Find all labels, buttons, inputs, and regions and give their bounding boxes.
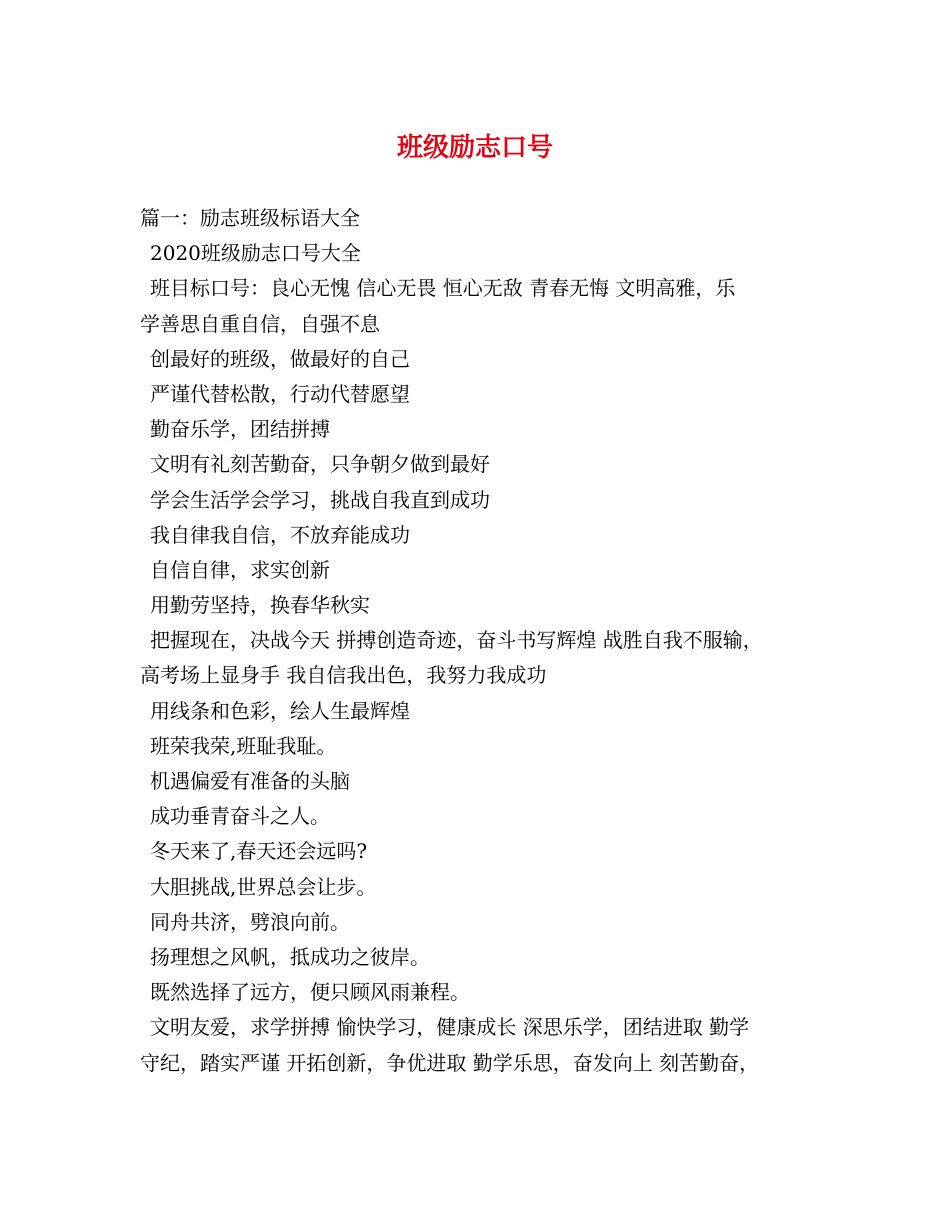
text-line: 高考场上显身手 我自信我出色，我努力我成功	[140, 663, 547, 688]
text-line: 我自律我自信，不放弃能成功	[150, 522, 410, 547]
text-line: 文明有礼刻苦勤奋，只争朝夕做到最好	[150, 452, 490, 477]
text-line: 学善思自重自信，自强不息	[140, 311, 380, 336]
text-line: 班荣我荣,班耻我耻。	[150, 733, 337, 758]
document-title: 班级励志口号	[396, 133, 553, 163]
text-line: 冬天来了,春天还会远吗?	[150, 839, 368, 864]
text-line: 2020班级励志口号大全	[150, 241, 361, 266]
text-line: 严谨代替松散，行动代替愿望	[150, 381, 410, 406]
text-line: 创最好的班级，做最好的自己	[150, 346, 410, 371]
text-line: 同舟共济，劈浪向前。	[150, 909, 350, 934]
text-line: 成功垂青奋斗之人。	[150, 804, 330, 829]
text-line: 把握现在，决战今天 拼搏创造奇迹，奋斗书写辉煌 战胜自我不服输，	[150, 628, 763, 653]
text-line: 守纪，踏实严谨 开拓创新，争优进取 勤学乐思，奋发向上 刻苦勤奋，	[140, 1050, 760, 1075]
text-line: 学会生活学会学习，挑战自我直到成功	[150, 487, 490, 512]
text-line: 勤奋乐学，团结拼搏	[150, 417, 330, 442]
text-line: 扬理想之风帆，抵成功之彼岸。	[150, 944, 430, 969]
document-body	[140, 201, 830, 1081]
text-line: 大胆挑战,世界总会让步。	[150, 874, 377, 899]
text-line: 机遇偏爱有准备的头脑	[150, 769, 350, 793]
text-line: 用勤劳坚持，换春华秋实	[150, 593, 370, 618]
text-line: 文明友爱，求学拼搏 愉快学习，健康成长 深思乐学，团结进取 勤学	[150, 1015, 750, 1040]
text-line: 自信自律，求实创新	[150, 557, 330, 582]
text-line: 既然选择了远方，便只顾风雨兼程。	[150, 980, 470, 1005]
text-line: 班目标口号：良心无愧 信心无畏 恒心无敌 青春无悔 文明高雅，乐	[150, 276, 736, 301]
text-line: 用线条和色彩，绘人生最辉煌	[150, 698, 410, 723]
text-line: 篇一：励志班级标语大全	[140, 206, 360, 230]
